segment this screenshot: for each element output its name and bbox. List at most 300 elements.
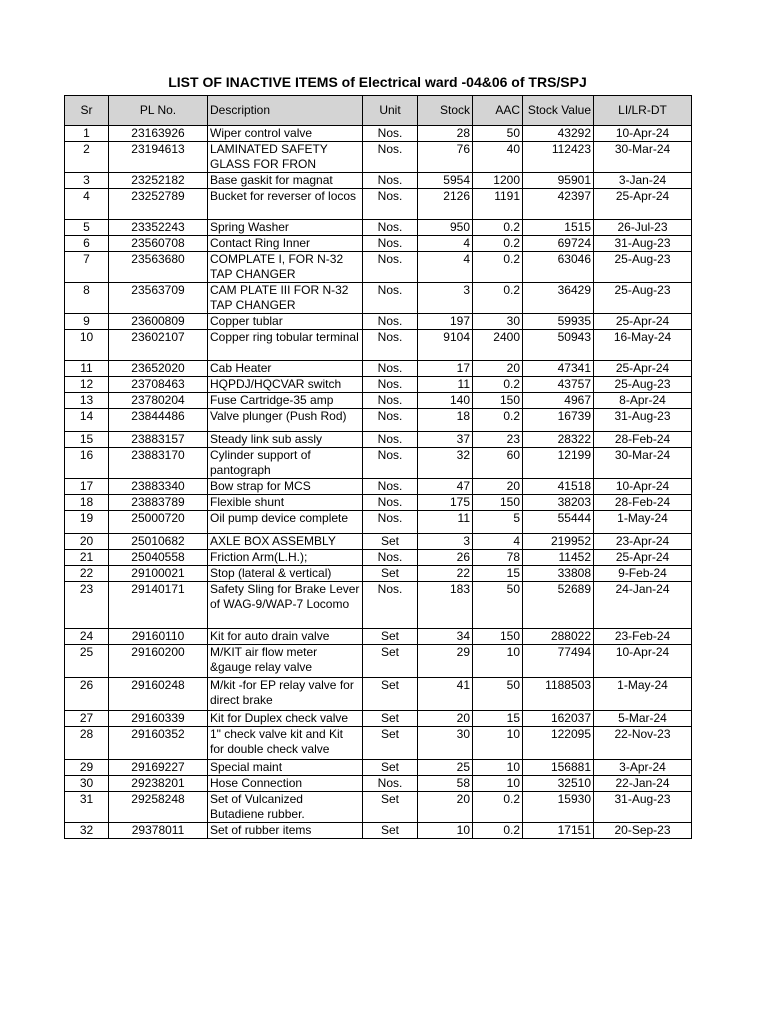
cell-stock: 950: [418, 220, 473, 236]
cell-stock-value: 1188503: [523, 678, 594, 711]
table-row: [65, 126, 692, 142]
cell-pl-no: 23883157: [109, 432, 208, 448]
cell-unit: Nos.: [363, 189, 418, 220]
cell-aac: 150: [473, 495, 523, 511]
cell-stock: 30: [418, 727, 473, 760]
cell-sr: 8: [65, 283, 109, 314]
cell-pl-no: 23844486: [109, 409, 208, 432]
cell-stock: 197: [418, 314, 473, 330]
cell-sr: 25: [65, 645, 109, 678]
cell-unit: Nos.: [363, 479, 418, 495]
cell-stock: 9104: [418, 330, 473, 361]
cell-stock: 22: [418, 566, 473, 582]
cell-stock-value: 162037: [523, 711, 594, 727]
cell-aac: 0.2: [473, 252, 523, 283]
cell-sr: 21: [65, 550, 109, 566]
header-unit: Unit: [363, 96, 418, 126]
cell-description: Copper ring tobular terminal: [208, 330, 363, 361]
cell-date: 25-Apr-24: [594, 550, 692, 566]
table-row: [65, 236, 692, 252]
cell-unit: Set: [363, 645, 418, 678]
cell-pl-no: 23252789: [109, 189, 208, 220]
table-body: [65, 126, 692, 839]
cell-date: 3-Jan-24: [594, 173, 692, 189]
cell-pl-no: 29238201: [109, 776, 208, 792]
cell-aac: 40: [473, 142, 523, 173]
cell-pl-no: 23563709: [109, 283, 208, 314]
table-row: [65, 760, 692, 776]
cell-description: CAM PLATE III FOR N-32 TAP CHANGER: [208, 283, 363, 314]
cell-stock: 4: [418, 236, 473, 252]
cell-stock: 34: [418, 629, 473, 645]
cell-sr: 17: [65, 479, 109, 495]
cell-aac: 78: [473, 550, 523, 566]
table-row: [65, 792, 692, 823]
cell-description: LAMINATED SAFETY GLASS FOR FRON: [208, 142, 363, 173]
cell-stock: 3: [418, 534, 473, 550]
cell-date: 25-Apr-24: [594, 189, 692, 220]
cell-description: Spring Washer: [208, 220, 363, 236]
table-row: [65, 534, 692, 550]
table-row: [65, 727, 692, 760]
cell-stock-value: 16739: [523, 409, 594, 432]
cell-description: AXLE BOX ASSEMBLY: [208, 534, 363, 550]
cell-description: Cylinder support of pantograph: [208, 448, 363, 479]
cell-stock: 20: [418, 792, 473, 823]
cell-description: M/KIT air flow meter &gauge relay valve: [208, 645, 363, 678]
header-stock: Stock: [418, 96, 473, 126]
cell-unit: Nos.: [363, 283, 418, 314]
cell-unit: Set: [363, 760, 418, 776]
table-row: [65, 393, 692, 409]
cell-aac: 15: [473, 566, 523, 582]
cell-sr: 32: [65, 823, 109, 839]
cell-description: Bow strap for MCS: [208, 479, 363, 495]
cell-date: 22-Nov-23: [594, 727, 692, 760]
cell-unit: Set: [363, 727, 418, 760]
cell-date: 23-Apr-24: [594, 534, 692, 550]
cell-unit: Nos.: [363, 236, 418, 252]
cell-description: Cab Heater: [208, 361, 363, 377]
cell-sr: 19: [65, 511, 109, 534]
cell-date: 28-Feb-24: [594, 495, 692, 511]
cell-date: 22-Jan-24: [594, 776, 692, 792]
cell-pl-no: 23352243: [109, 220, 208, 236]
cell-stock-value: 59935: [523, 314, 594, 330]
cell-aac: 1200: [473, 173, 523, 189]
cell-stock-value: 52689: [523, 582, 594, 629]
cell-description: Kit for auto drain valve: [208, 629, 363, 645]
cell-stock: 58: [418, 776, 473, 792]
table-row: [65, 314, 692, 330]
table-row: [65, 432, 692, 448]
cell-date: 26-Jul-23: [594, 220, 692, 236]
table-row: [65, 142, 692, 173]
cell-aac: 4: [473, 534, 523, 550]
table-row: [65, 550, 692, 566]
cell-description: Contact Ring Inner: [208, 236, 363, 252]
cell-pl-no: 23600809: [109, 314, 208, 330]
cell-description: Wiper control valve: [208, 126, 363, 142]
cell-stock: 29: [418, 645, 473, 678]
cell-date: 10-Apr-24: [594, 126, 692, 142]
cell-stock-value: 17151: [523, 823, 594, 839]
cell-aac: 50: [473, 678, 523, 711]
cell-stock: 17: [418, 361, 473, 377]
table-row: [65, 330, 692, 361]
table-row: [65, 448, 692, 479]
cell-sr: 10: [65, 330, 109, 361]
table-row: [65, 629, 692, 645]
cell-stock: 175: [418, 495, 473, 511]
cell-stock-value: 112423: [523, 142, 594, 173]
cell-description: Set of Vulcanized Butadiene rubber.: [208, 792, 363, 823]
cell-stock-value: 36429: [523, 283, 594, 314]
cell-pl-no: 23883170: [109, 448, 208, 479]
cell-pl-no: 25040558: [109, 550, 208, 566]
cell-unit: Nos.: [363, 393, 418, 409]
cell-stock-value: 15930: [523, 792, 594, 823]
cell-stock-value: 1515: [523, 220, 594, 236]
cell-sr: 24: [65, 629, 109, 645]
table-row: [65, 377, 692, 393]
cell-date: 25-Aug-23: [594, 283, 692, 314]
table-row: [65, 566, 692, 582]
cell-stock: 10: [418, 823, 473, 839]
cell-sr: 13: [65, 393, 109, 409]
cell-unit: Set: [363, 823, 418, 839]
cell-unit: Set: [363, 566, 418, 582]
cell-pl-no: 23708463: [109, 377, 208, 393]
cell-pl-no: 23883340: [109, 479, 208, 495]
table-row: [65, 823, 692, 839]
cell-sr: 27: [65, 711, 109, 727]
cell-stock: 47: [418, 479, 473, 495]
cell-stock: 41: [418, 678, 473, 711]
cell-pl-no: 23194613: [109, 142, 208, 173]
cell-sr: 23: [65, 582, 109, 629]
cell-description: Copper tublar: [208, 314, 363, 330]
cell-stock-value: 32510: [523, 776, 594, 792]
header-date: LI/LR-DT: [594, 96, 692, 126]
cell-sr: 1: [65, 126, 109, 142]
cell-stock: 32: [418, 448, 473, 479]
cell-unit: Set: [363, 629, 418, 645]
cell-pl-no: 29169227: [109, 760, 208, 776]
cell-aac: 5: [473, 511, 523, 534]
cell-pl-no: 23780204: [109, 393, 208, 409]
cell-sr: 22: [65, 566, 109, 582]
cell-stock: 25: [418, 760, 473, 776]
cell-aac: 0.2: [473, 283, 523, 314]
cell-date: 9-Feb-24: [594, 566, 692, 582]
cell-description: Oil pump device complete: [208, 511, 363, 534]
cell-sr: 30: [65, 776, 109, 792]
cell-sr: 5: [65, 220, 109, 236]
inactive-items-table: [64, 95, 692, 839]
cell-description: Kit for Duplex check valve: [208, 711, 363, 727]
cell-date: 31-Aug-23: [594, 236, 692, 252]
cell-sr: 14: [65, 409, 109, 432]
cell-description: Hose Connection: [208, 776, 363, 792]
cell-aac: 50: [473, 126, 523, 142]
cell-unit: Nos.: [363, 776, 418, 792]
cell-aac: 10: [473, 760, 523, 776]
cell-pl-no: 29378011: [109, 823, 208, 839]
cell-date: 31-Aug-23: [594, 409, 692, 432]
cell-aac: 10: [473, 645, 523, 678]
cell-stock-value: 156881: [523, 760, 594, 776]
cell-unit: Nos.: [363, 220, 418, 236]
cell-date: 25-Aug-23: [594, 377, 692, 393]
cell-pl-no: 23652020: [109, 361, 208, 377]
cell-aac: 1191: [473, 189, 523, 220]
cell-unit: Nos.: [363, 314, 418, 330]
cell-stock: 11: [418, 377, 473, 393]
cell-unit: Nos.: [363, 409, 418, 432]
cell-stock: 18: [418, 409, 473, 432]
cell-stock-value: 63046: [523, 252, 594, 283]
cell-stock: 2126: [418, 189, 473, 220]
cell-unit: Nos.: [363, 330, 418, 361]
cell-aac: 150: [473, 629, 523, 645]
cell-stock-value: 219952: [523, 534, 594, 550]
cell-unit: Nos.: [363, 126, 418, 142]
cell-unit: Nos.: [363, 361, 418, 377]
cell-unit: Set: [363, 792, 418, 823]
table-row: [65, 582, 692, 629]
cell-sr: 29: [65, 760, 109, 776]
header-description: Description: [208, 96, 363, 126]
cell-stock-value: 122095: [523, 727, 594, 760]
cell-aac: 20: [473, 479, 523, 495]
cell-sr: 11: [65, 361, 109, 377]
cell-sr: 26: [65, 678, 109, 711]
cell-unit: Nos.: [363, 448, 418, 479]
cell-pl-no: 29160110: [109, 629, 208, 645]
cell-aac: 60: [473, 448, 523, 479]
cell-aac: 50: [473, 582, 523, 629]
cell-date: 8-Apr-24: [594, 393, 692, 409]
cell-description: Safety Sling for Brake Lever of WAG-9/WAP-7 Locomo: [208, 582, 363, 629]
header-sr: Sr: [65, 96, 109, 126]
cell-date: 1-May-24: [594, 678, 692, 711]
cell-aac: 15: [473, 711, 523, 727]
cell-stock: 3: [418, 283, 473, 314]
cell-description: Stop (lateral & vertical): [208, 566, 363, 582]
cell-description: M/kit -for EP relay valve for direct brake: [208, 678, 363, 711]
cell-stock: 76: [418, 142, 473, 173]
cell-stock-value: 55444: [523, 511, 594, 534]
cell-stock-value: 4967: [523, 393, 594, 409]
cell-aac: 0.2: [473, 823, 523, 839]
cell-description: Bucket for reverser of locos: [208, 189, 363, 220]
cell-pl-no: 23563680: [109, 252, 208, 283]
cell-sr: 7: [65, 252, 109, 283]
cell-sr: 6: [65, 236, 109, 252]
cell-unit: Nos.: [363, 142, 418, 173]
cell-stock: 37: [418, 432, 473, 448]
cell-stock-value: 11452: [523, 550, 594, 566]
cell-pl-no: 29100021: [109, 566, 208, 582]
cell-date: 5-Mar-24: [594, 711, 692, 727]
cell-stock-value: 42397: [523, 189, 594, 220]
cell-stock: 140: [418, 393, 473, 409]
cell-stock-value: 38203: [523, 495, 594, 511]
cell-sr: 9: [65, 314, 109, 330]
cell-description: 1" check valve kit and Kit for double check valve: [208, 727, 363, 760]
cell-stock-value: 28322: [523, 432, 594, 448]
cell-date: 25-Apr-24: [594, 314, 692, 330]
cell-stock-value: 69724: [523, 236, 594, 252]
table-row: [65, 645, 692, 678]
cell-date: 20-Sep-23: [594, 823, 692, 839]
cell-unit: Nos.: [363, 582, 418, 629]
table-row: [65, 173, 692, 189]
header-row: [65, 96, 692, 126]
cell-stock-value: 288022: [523, 629, 594, 645]
cell-sr: 2: [65, 142, 109, 173]
table-row: [65, 711, 692, 727]
cell-pl-no: 29258248: [109, 792, 208, 823]
table-row: [65, 495, 692, 511]
cell-date: 3-Apr-24: [594, 760, 692, 776]
cell-stock-value: 41518: [523, 479, 594, 495]
cell-pl-no: 23163926: [109, 126, 208, 142]
cell-sr: 31: [65, 792, 109, 823]
cell-stock-value: 12199: [523, 448, 594, 479]
table-row: [65, 479, 692, 495]
cell-pl-no: 23883789: [109, 495, 208, 511]
table-row: [65, 361, 692, 377]
cell-stock: 183: [418, 582, 473, 629]
cell-aac: 2400: [473, 330, 523, 361]
cell-stock: 20: [418, 711, 473, 727]
cell-sr: 20: [65, 534, 109, 550]
table-row: [65, 252, 692, 283]
cell-aac: 0.2: [473, 220, 523, 236]
cell-aac: 23: [473, 432, 523, 448]
document-title: LIST OF INACTIVE ITEMS of Electrical ward -04&06 of TRS/SPJ: [168, 74, 587, 90]
cell-description: HQPDJ/HQCVAR switch: [208, 377, 363, 393]
cell-pl-no: 25010682: [109, 534, 208, 550]
cell-unit: Set: [363, 711, 418, 727]
cell-date: 30-Mar-24: [594, 142, 692, 173]
cell-date: 25-Aug-23: [594, 252, 692, 283]
cell-aac: 10: [473, 727, 523, 760]
cell-unit: Nos.: [363, 495, 418, 511]
cell-date: 24-Jan-24: [594, 582, 692, 629]
cell-aac: 150: [473, 393, 523, 409]
cell-description: Flexible shunt: [208, 495, 363, 511]
cell-stock-value: 33808: [523, 566, 594, 582]
cell-stock-value: 47341: [523, 361, 594, 377]
cell-sr: 18: [65, 495, 109, 511]
cell-date: 16-May-24: [594, 330, 692, 361]
cell-date: 1-May-24: [594, 511, 692, 534]
cell-aac: 20: [473, 361, 523, 377]
header-aac: AAC: [473, 96, 523, 126]
cell-unit: Nos.: [363, 377, 418, 393]
cell-date: 31-Aug-23: [594, 792, 692, 823]
cell-aac: 0.2: [473, 409, 523, 432]
cell-date: 10-Apr-24: [594, 479, 692, 495]
cell-stock-value: 43757: [523, 377, 594, 393]
cell-stock-value: 43292: [523, 126, 594, 142]
cell-description: Fuse Cartridge-35 amp: [208, 393, 363, 409]
cell-sr: 3: [65, 173, 109, 189]
cell-date: 28-Feb-24: [594, 432, 692, 448]
cell-sr: 15: [65, 432, 109, 448]
cell-stock: 5954: [418, 173, 473, 189]
cell-description: Base gaskit for magnat: [208, 173, 363, 189]
cell-stock-value: 77494: [523, 645, 594, 678]
cell-sr: 16: [65, 448, 109, 479]
cell-pl-no: 29140171: [109, 582, 208, 629]
cell-sr: 12: [65, 377, 109, 393]
header-pl-no: PL No.: [109, 96, 208, 126]
cell-unit: Nos.: [363, 511, 418, 534]
table-row: [65, 220, 692, 236]
cell-unit: Nos.: [363, 432, 418, 448]
cell-pl-no: 23602107: [109, 330, 208, 361]
cell-pl-no: 29160248: [109, 678, 208, 711]
cell-date: 23-Feb-24: [594, 629, 692, 645]
cell-description: COMPLATE I, FOR N-32 TAP CHANGER: [208, 252, 363, 283]
cell-sr: 28: [65, 727, 109, 760]
cell-sr: 4: [65, 189, 109, 220]
table-row: [65, 189, 692, 220]
cell-stock: 4: [418, 252, 473, 283]
cell-aac: 0.2: [473, 236, 523, 252]
cell-description: Special maint: [208, 760, 363, 776]
cell-aac: 30: [473, 314, 523, 330]
cell-stock-value: 50943: [523, 330, 594, 361]
cell-stock-value: 95901: [523, 173, 594, 189]
cell-pl-no: 29160200: [109, 645, 208, 678]
table-row: [65, 409, 692, 432]
cell-date: 25-Apr-24: [594, 361, 692, 377]
cell-unit: Nos.: [363, 173, 418, 189]
cell-description: Friction Arm(L.H.);: [208, 550, 363, 566]
cell-description: Steady link sub assly: [208, 432, 363, 448]
header-stock-value: Stock Value: [523, 96, 594, 126]
table-row: [65, 776, 692, 792]
cell-unit: Set: [363, 534, 418, 550]
table-row: [65, 283, 692, 314]
cell-pl-no: 29160352: [109, 727, 208, 760]
cell-unit: Nos.: [363, 550, 418, 566]
cell-description: Valve plunger (Push Rod): [208, 409, 363, 432]
cell-stock: 26: [418, 550, 473, 566]
cell-unit: Nos.: [363, 252, 418, 283]
cell-pl-no: 25000720: [109, 511, 208, 534]
cell-unit: Set: [363, 678, 418, 711]
cell-aac: 0.2: [473, 377, 523, 393]
cell-aac: 0.2: [473, 792, 523, 823]
cell-stock: 28: [418, 126, 473, 142]
cell-pl-no: 29160339: [109, 711, 208, 727]
table-row: [65, 511, 692, 534]
cell-date: 10-Apr-24: [594, 645, 692, 678]
cell-aac: 10: [473, 776, 523, 792]
table-row: [65, 678, 692, 711]
cell-pl-no: 23560708: [109, 236, 208, 252]
cell-pl-no: 23252182: [109, 173, 208, 189]
cell-description: Set of rubber items: [208, 823, 363, 839]
cell-date: 30-Mar-24: [594, 448, 692, 479]
cell-stock: 11: [418, 511, 473, 534]
